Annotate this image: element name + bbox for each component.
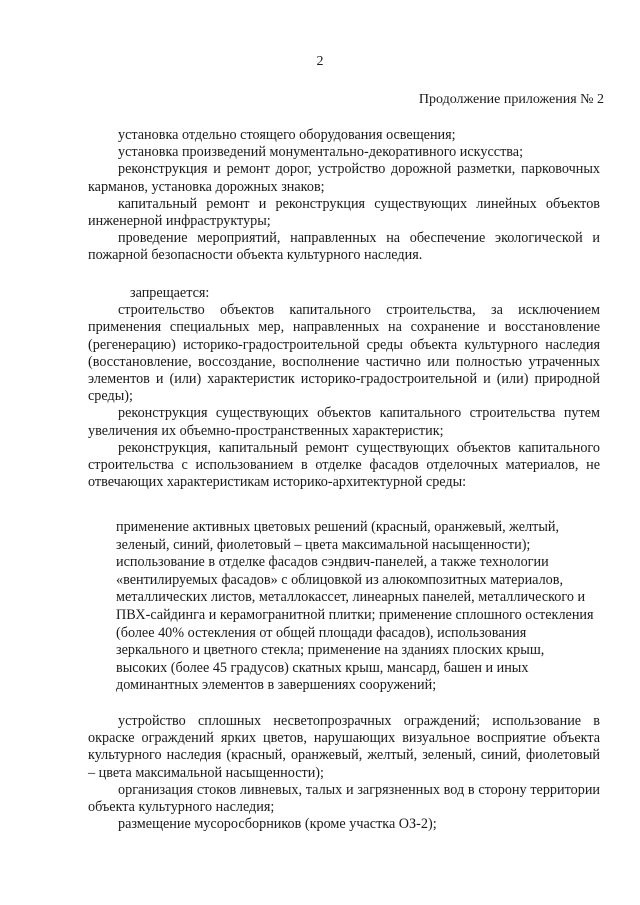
prohibited-item: реконструкция, капитальный ремонт существующих объектов капитального строительства с использованием в отделке фасадов отделочных материалов, не отвечающих характеристикам историко-архитектурной среды: (88, 439, 600, 491)
facade-subitem: использование в отделке фасадов сэндвич-панелей, а также технологии «вентилируемых фасадов» с облицовкой из алюкомпозитных материалов, металлических листов, металлокассет, линеарных панелей, металлического и ПВХ-сайдинга и керамогранитной плитки; применение сплошного остекления (более 40% остекления от общей площади фасадов), использования зеркального и цветного стекла; применение на зданиях плоских крыш, высоких (более 45 градусов) скатных крыш, мансард, башен и иных доминантных элементов в завершениях сооружений; (116, 554, 594, 694)
facade-subitem: применение активных цветовых решений (красный, оранжевый, желтый, зеленый, синий, фиолетовый – цвета максимальной насыщенности); (116, 519, 560, 553)
prohibited-item: организация стоков ливневых, талых и загрязненных вод в сторону территории объекта культурного наследия; (88, 781, 600, 816)
prohibited-item: устройство сплошных несветопрозрачных ограждений; использование в окраске ограждений ярких цветов, нарушающих визуальное восприятие объекта культурного наследия (красный, оранжевый, желтый, зеленый, синий, фиолетовый – цвета максимальной насыщенности); (88, 713, 600, 781)
prohibited-heading: запрещается: (130, 285, 210, 301)
prohibited-item: реконструкция существующих объектов капитального строительства путем увеличения их объемно-пространственных характеристик; (88, 405, 600, 439)
prohibited-item: строительство объектов капитального строительства, за исключением применения специальных мер, направленных на сохранение и восстановление (регенерацию) историко-градостроительной среды объекта культурного наследия (восстановление, воссоздание, восполнение частично или полностью утраченных элементов и (или) характеристик историко-градостроительной и (или) природной среды); (88, 302, 600, 405)
other-prohibited-list (88, 713, 600, 833)
prohibited-section (88, 285, 600, 491)
facade-subitems-list (116, 519, 594, 695)
appendix-continuation-note: Продолжение приложения № 2 (418, 92, 604, 107)
allowed-item: реконструкция и ремонт дорог, устройство дорожной разметки, парковочных карманов, установка дорожных знаков; (88, 161, 600, 195)
page-number: 2 (316, 54, 324, 69)
allowed-item: установка произведений монументально-декоративного искусства; (118, 144, 524, 161)
allowed-item: установка отдельно стоящего оборудования освещения; (118, 127, 456, 143)
prohibited-item: размещение мусоросборников (кроме участка ОЗ-2); (118, 816, 437, 833)
allowed-works-list (88, 127, 600, 265)
allowed-item: капитальный ремонт и реконструкция существующих линейных объектов инженерной инфраструктуры; (88, 195, 600, 230)
allowed-item: проведение мероприятий, направленных на обеспечение экологической и пожарной безопасности объекта культурного наследия. (88, 230, 600, 264)
